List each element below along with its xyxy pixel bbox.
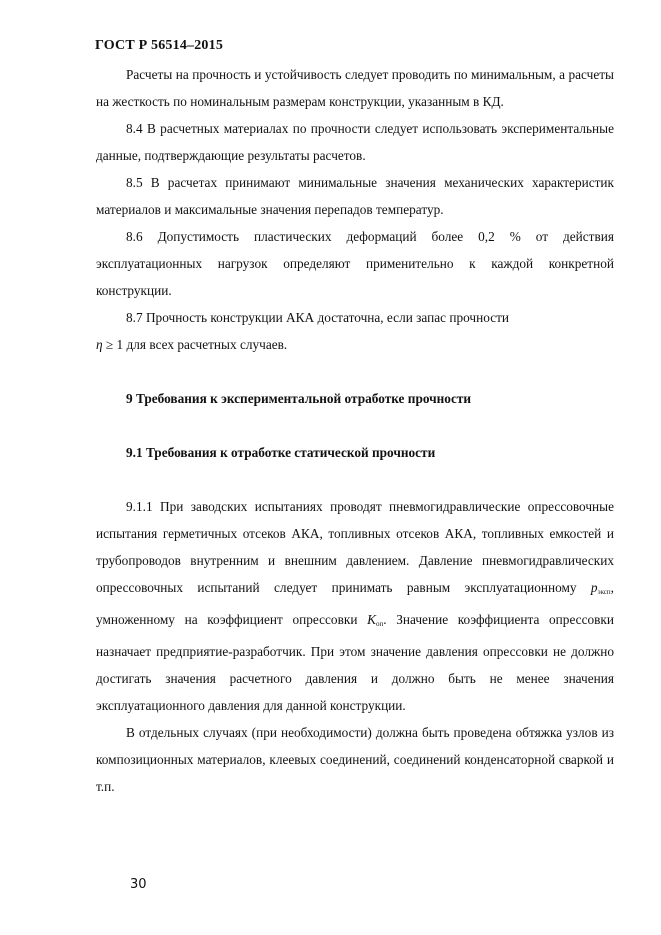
document-code-header: ГОСТ Р 56514–2015 [95,38,224,53]
page-number: 30 [130,877,147,892]
section-9-heading: 9 Требования к экспериментальной отработке прочности [126,391,472,406]
paragraph-8-7-text-start: 8.7 Прочность конструкции АКА достаточна, если запас прочности [126,310,510,325]
paragraph-9-1-1-part-a: 9.1.1 При заводских испытаниях проводят пневмогидравлические опрессовочные испытания герметичных отсеков АКА, топливных отсеков АКА, топливных емкостей и трубопроводов внутренним и внешним давлением. Давление пневмогидравлических опрессовочных испытаний следует принимать равным эксплуатационному [96,499,614,595]
paragraph-8-7 [96,304,614,358]
paragraph-9-1-1-part-b: , умноженному на коэффициент опрессовки [96,580,614,627]
eta-symbol: η [96,337,103,352]
pressure-symbol [591,580,611,595]
paragraph-8-6: 8.6 Допустимость пластических деформаций более 0,2 % от действия эксплуатационных нагрузок определяют применительно к каждой конкретной конструкции. [96,229,614,298]
paragraph-8-7-text-end: ≥ 1 для всех расчетных случаев. [102,337,288,352]
document-body [96,61,614,800]
paragraph-8-5: 8.5 В расчетах принимают минимальные значения механических характеристик материалов и максимальные значения перепадов температур. [96,175,614,217]
coefficient-symbol-letter: K [367,612,376,627]
paragraph-9-1-1 [96,493,614,719]
coefficient-subscript: оп [375,620,384,628]
pressure-subscript: эксп [597,588,611,596]
pressure-symbol-letter: p [590,580,598,595]
paragraph-calc-dimensions: Расчеты на прочность и устойчивость следует проводить по минимальным, а расчеты на жесткость по номинальным размерам конструкции, указанным в КД. [96,67,614,109]
paragraph-9-1-1-part-c: . Значение коэффициента опрессовки назначает предприятие-разработчик. При этом значение давления опрессовки не должно достигать значения расчетного давления и должно быть не менее значения эксплуатационного давления для данной конструкции. [96,612,614,713]
section-9-1-heading: 9.1 Требования к отработке статической прочности [126,445,436,460]
paragraph-8-4: 8.4 В расчетных материалах по прочности следует использовать экспериментальные данные, подтверждающие результаты расчетов. [96,121,614,163]
paragraph-special-cases: В отдельных случаях (при необходимости) должна быть проведена обтяжка узлов из композиционных материалов, клеевых соединений, соединений конденсаторной сваркой и т.п. [96,725,614,794]
coefficient-symbol [367,612,383,627]
